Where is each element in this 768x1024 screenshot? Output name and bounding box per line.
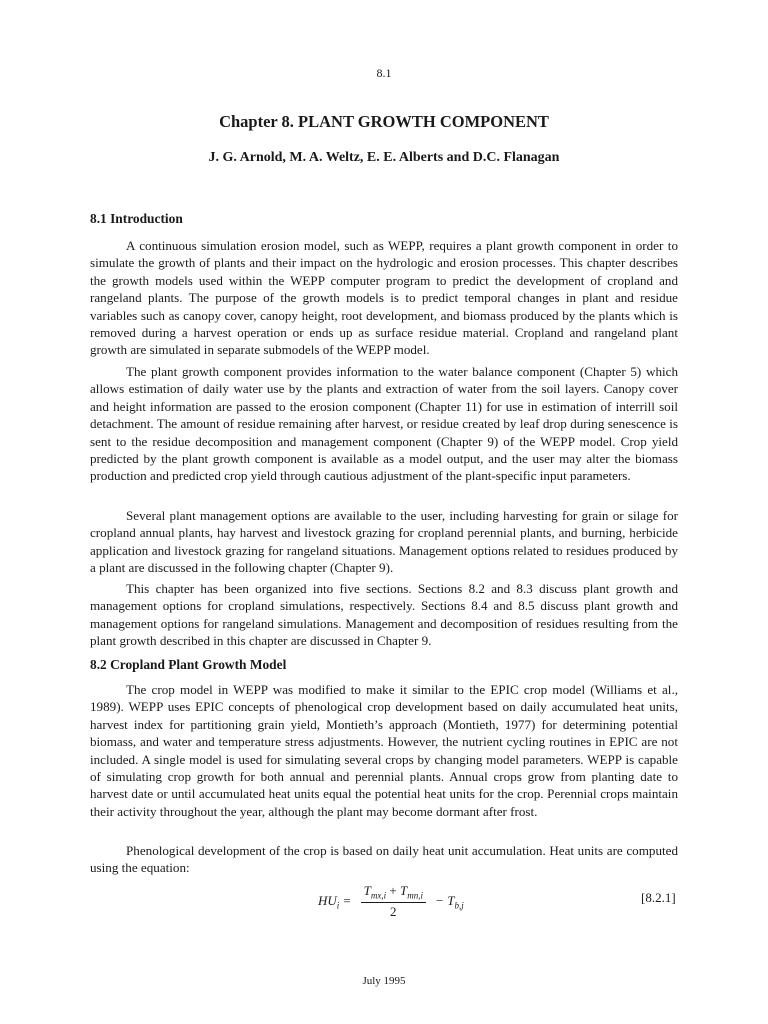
cropland-paragraph-2 <box>90 842 678 877</box>
eq-base-temp: $T_{b,j}$ <box>447 892 464 911</box>
equation-heat-units <box>318 883 464 920</box>
section-heading-cropland-plant-growth: 8.2 Cropland Plant Growth Model <box>90 657 287 672</box>
eq-denominator: 2 <box>390 903 397 919</box>
paragraph: Several plant management options are available to the user, including harvesting for grain or silage for cropland annual plants, hay harvest and livestock grazing for cropland perennial plants, and burning, herbicide application and livestock grazing for rangeland situations. Management options related to residues produced by a plant are discussed in the following chapter (Chapter 9). <box>90 508 678 576</box>
equation-number: [8.2.1] <box>641 890 676 905</box>
paragraph: This chapter has been organized into five sections. Sections 8.2 and 8.3 discuss plant growth and management options for cropland simulations, respectively. Sections 8.4 and 8.5 discuss plant growth and management options for rangeland simulations. Management and decomposition of residues resulting from the plant growth described in this chapter are discussed in Chapter 9. <box>90 581 678 649</box>
authors: J. G. Arnold, M. A. Weltz, E. E. Alberts and D.C. Flanagan <box>208 150 560 165</box>
eq-fraction <box>361 883 426 920</box>
eq-numerator: $T_{mx,i} + T_{mn,i}$ <box>361 883 426 903</box>
introduction-paragraph-4 <box>90 580 678 650</box>
paragraph: A continuous simulation erosion model, such as WEPP, requires a plant growth component in order to simulate the growth of plants and their impact on the hydrologic and erosion processes. This chapter describes the growth models used within the WEPP computer program to predict the development of cropland and rangeland plants. The purpose of the growth models is to predict temporal changes in plant and residue variables such as canopy cover, canopy height, root development, and biomass produced by the plants which is removed during a harvest operation or ends up as surface residue material. Cropland and rangeland plant growth are simulated in separate submodels of the WEPP model. <box>90 238 678 358</box>
introduction-paragraph-1 <box>90 237 678 359</box>
cropland-paragraph-1 <box>90 681 678 820</box>
chapter-title: Chapter 8. PLANT GROWTH COMPONENT <box>219 112 549 131</box>
paragraph: The crop model in WEPP was modified to make it similar to the EPIC crop model (Williams et al., 1989). WEPP uses EPIC concepts of phenological crop development based on daily accumulated heat units, harvest index for partitioning grain yield, Montieth’s approach (Montieth, 1977) for determining potential biomass, and water and temperature stress adjustments. However, the nutrient cycling routines in EPIC are not included. A single model is used for simulating several crops by changing model parameters. WEPP is capable of simulating crop growth for both annual and perennial plants. Annual crops grow from planting date to harvest date or until accumulated heat units equal the potential heat units for the crop. Perennial crops maintain their activity throughout the year, although the plant may become dormant after frost. <box>90 682 678 819</box>
section-heading-introduction: 8.1 Introduction <box>90 211 183 226</box>
eq-minus: − <box>435 893 444 909</box>
introduction-paragraph-3 <box>90 507 678 577</box>
eq-lhs: $HU_i$ <box>318 892 340 911</box>
eq-equals: = <box>343 893 351 909</box>
footer-date: July 1995 <box>362 975 406 987</box>
introduction-paragraph-2 <box>90 363 678 485</box>
page-number: 8.1 <box>376 66 392 80</box>
paragraph: Phenological development of the crop is based on daily heat unit accumulation. Heat units are computed using the equation: <box>90 843 678 876</box>
paragraph: The plant growth component provides information to the water balance component (Chapter 5) which allows estimation of daily water use by the plants and extraction of water from the soil layers. Canopy cover and height information are passed to the erosion component (Chapter 11) for use in estimation of interrill soil detachment. The amount of residue remaining after harvest, or residue created by leaf drop during senescence is sent to the residue decomposition and management component (Chapter 9) of the WEPP model. Crop yield predicted by the plant growth component is available as a model output, and the user may alter the biomass production and predicted crop yield through cautious adjustment of the plant-specific input parameters. <box>90 364 678 484</box>
